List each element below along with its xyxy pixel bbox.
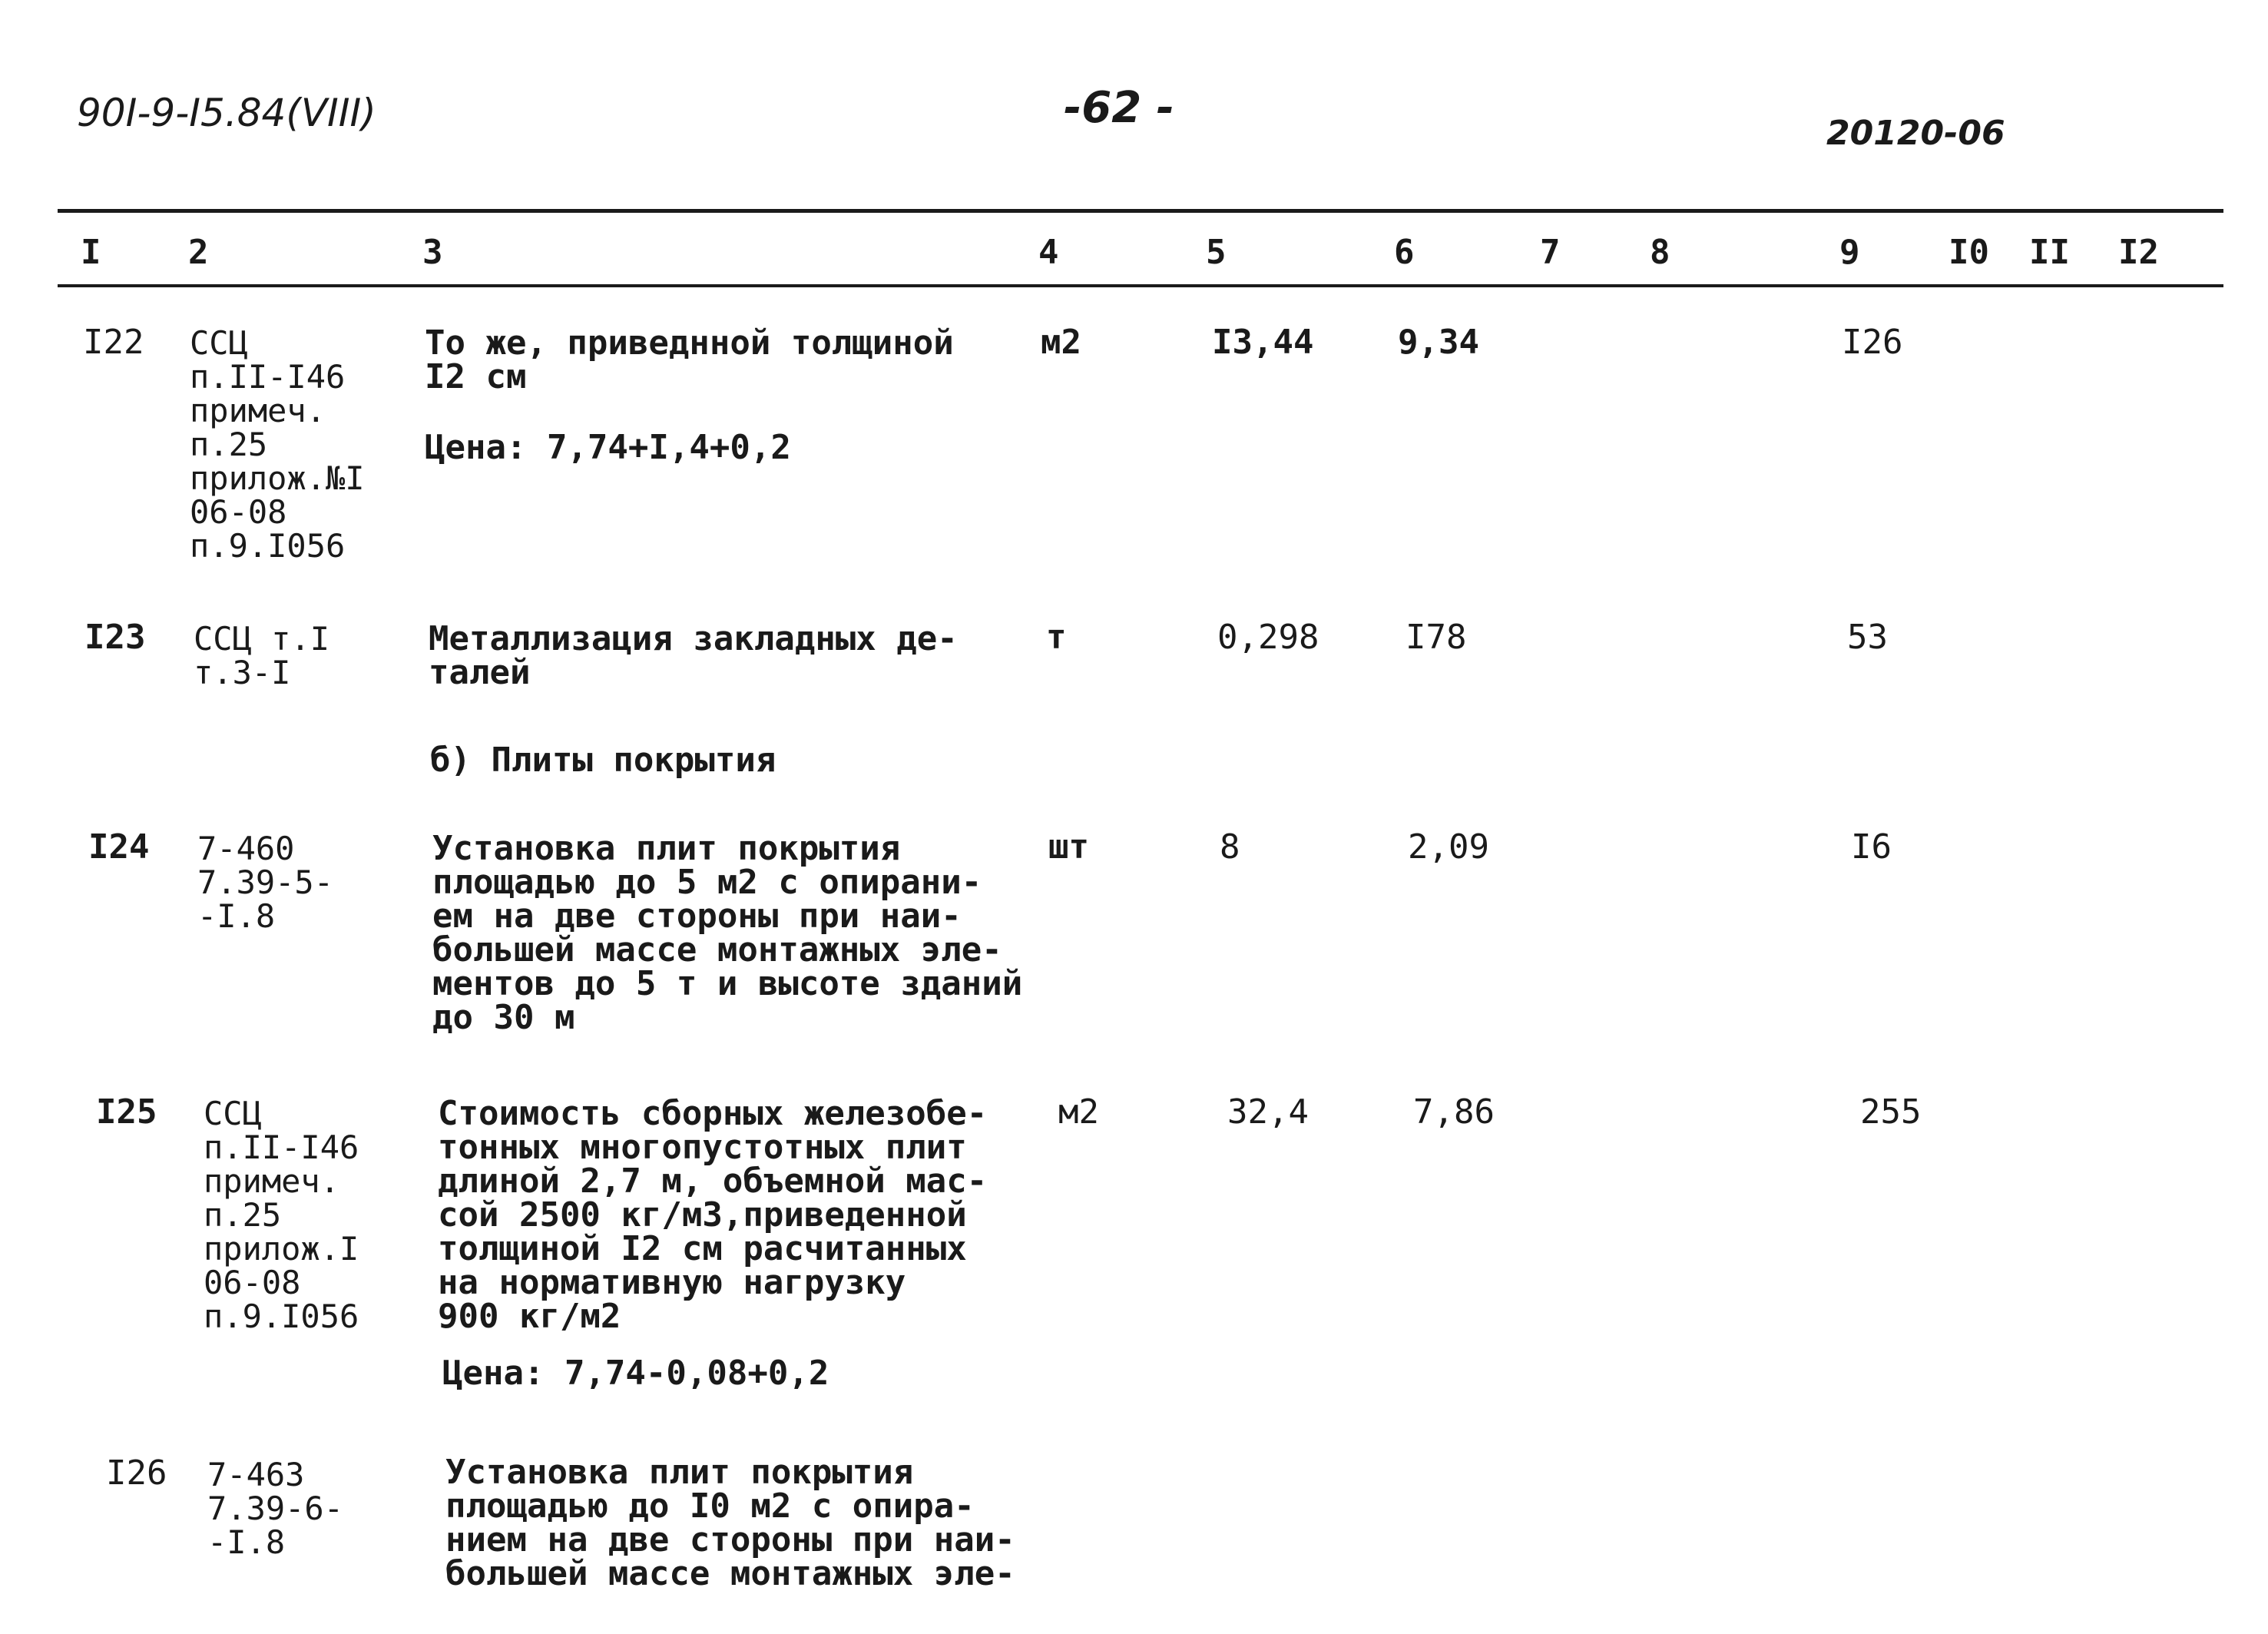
row-number: I25: [96, 1092, 157, 1132]
total-cost: 53: [1847, 618, 1888, 657]
col-header-4: 4: [1038, 233, 1059, 272]
unit: шт: [1048, 827, 1089, 867]
col-header-1: I: [81, 233, 101, 272]
work-description: Металлизация закладных де- талей: [429, 619, 958, 692]
total-cost: I6: [1851, 827, 1892, 867]
page-number: -62 -: [1064, 83, 1174, 133]
col-header-2: 2: [188, 233, 209, 272]
col-header-12: I2: [2118, 233, 2159, 272]
document-code: 90I-9-I5.84(VIII): [77, 91, 376, 135]
reference-code: 7-463 7.39-6- -I.8: [207, 1456, 344, 1561]
work-description: Стоимость сборных железобе- тонных многопустотных плит длиной 2,7 м, объемной мас- сой 2500 кг/м3,приведенной толщиной I2 см расчитанных на нормативную нагрузку 900 кг/м2: [438, 1094, 988, 1336]
work-description: То же, приведнной толщиной I2 см: [425, 323, 954, 396]
unit-cost: I78: [1405, 618, 1467, 657]
col-header-11: II: [2029, 233, 2070, 272]
total-cost: I26: [1842, 323, 1903, 362]
col-header-6: 6: [1394, 233, 1415, 272]
work-description: Установка плит покрытия площадью до 5 м2 с опирани- ем на две стороны при наи- большей массе монтажных эле- ментов до 5 т и высоте зданий до 30 м: [432, 829, 1023, 1037]
row-number: I22: [83, 323, 144, 362]
quantity: I3,44: [1212, 323, 1314, 362]
unit: т: [1046, 618, 1067, 657]
quantity: 8: [1220, 827, 1240, 867]
unit-cost: 2,09: [1408, 827, 1489, 867]
reference-code: ССЦ п.II-I46 примеч. п.25 прилож.№I 06-08 п.9.I056: [190, 324, 365, 565]
col-header-9: 9: [1839, 233, 1860, 272]
price-formula: Цена: 7,74-0,08+0,2: [442, 1354, 829, 1393]
total-cost: 255: [1860, 1092, 1922, 1132]
quantity: 32,4: [1227, 1092, 1309, 1132]
section-subheading: б) Плиты покрытия: [430, 741, 776, 780]
row-number: I26: [106, 1453, 167, 1493]
reference-code: ССЦ п.II-I46 примеч. п.25 прилож.I 06-08 п.9.I056: [204, 1095, 359, 1335]
reference-code: ССЦ т.I т.3-I: [194, 620, 330, 691]
col-header-7: 7: [1540, 233, 1561, 272]
col-header-3: 3: [422, 233, 443, 272]
unit-cost: 7,86: [1413, 1092, 1495, 1132]
row-number: I24: [88, 827, 150, 867]
archive-stamp: 20120-06: [1826, 114, 2005, 153]
reference-code: 7-460 7.39-5- -I.8: [197, 830, 334, 935]
col-header-8: 8: [1650, 233, 1670, 272]
quantity: 0,298: [1217, 618, 1319, 657]
col-header-5: 5: [1206, 233, 1227, 272]
table-top-rule: [58, 209, 2223, 213]
unit: м2: [1058, 1092, 1099, 1132]
work-description: Установка плит покрытия площадью до I0 м2 с опира- нием на две стороны при наи- большей массе монтажных эле-: [445, 1453, 1015, 1593]
price-formula: Цена: 7,74+I,4+0,2: [425, 428, 791, 467]
unit: м2: [1041, 323, 1081, 362]
col-header-10: I0: [1948, 233, 1989, 272]
unit-cost: 9,34: [1398, 323, 1479, 362]
row-number: I23: [84, 618, 146, 657]
table-header-rule: [58, 284, 2223, 287]
